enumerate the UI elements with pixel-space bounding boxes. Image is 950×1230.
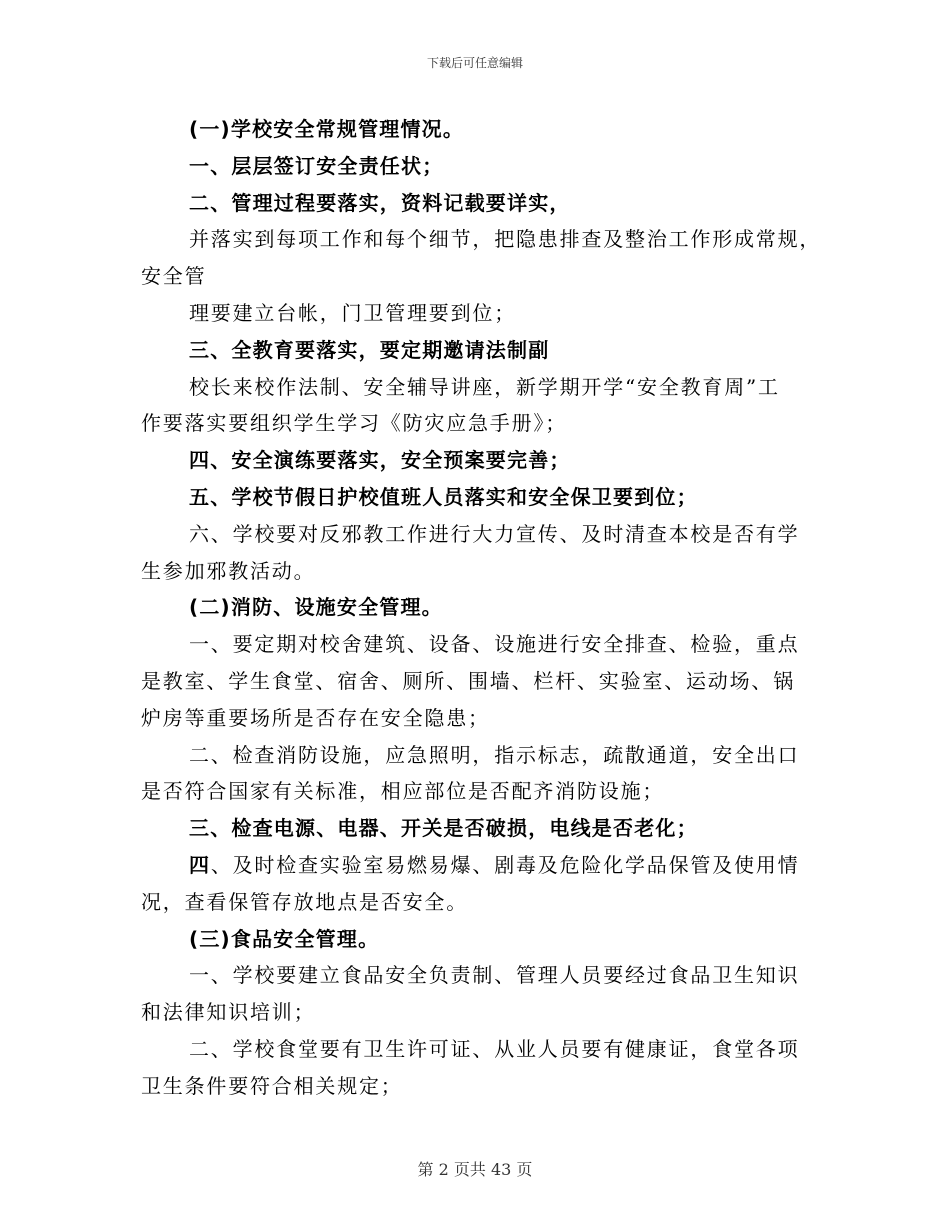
paragraph-line: 三、全教育要落实，要定期邀请法制副 <box>189 337 550 362</box>
paragraph-line: 卫生条件要符合相关规定； <box>141 1073 403 1098</box>
paragraph-line-rest: 、及时检查实验室易燃易爆、剧毒及危险化学品保管及使用情 <box>210 852 800 877</box>
paragraph-line: 一、层层签订安全责任状； <box>189 153 444 178</box>
page-number: 第 2 页共 43 页 <box>417 1160 533 1179</box>
paragraph-line: 炉房等重要场所是否存在安全隐患； <box>141 705 490 730</box>
paragraph-line: 是教室、学生食堂、宿舍、厕所、围墙、栏杆、实验室、运动场、锅 <box>141 668 795 693</box>
paragraph-line: 一、学校要建立食品安全负责制、管理人员要经过食品卫生知识 <box>189 963 800 988</box>
page-header-note: 下载后可任意编辑 <box>426 56 523 70</box>
paragraph-line: 况，查看保管存放地点是否安全。 <box>141 889 468 914</box>
paragraph-line: 作要落实要组织学生学习《防灾应急手册》； <box>141 411 567 436</box>
paragraph-line: 并落实到每项工作和每个细节，把隐患排查及整治工作形成常规， <box>189 227 822 252</box>
section-heading-3: (三)食品安全管理。 <box>189 926 380 951</box>
paragraph-line: 理要建立台帐，门卫管理要到位； <box>189 300 516 325</box>
paragraph-line: 校长来校作法制、安全辅导讲座，新学期开学“安全教育周”工 <box>189 374 780 399</box>
paragraph-line: 六、学校要对反邪教工作进行大力宣传、及时清查本校是否有学 <box>189 521 800 546</box>
section-heading-2: (二)消防、设施安全管理。 <box>189 595 443 620</box>
paragraph-line: 安全管 <box>141 264 207 289</box>
bold-prefix: 四 <box>189 852 211 877</box>
paragraph-line: 五、学校节假日护校值班人员落实和安全保卫要到位； <box>189 484 698 509</box>
paragraph-line: 三、检查电源、电器、开关是否破损，电线是否老化； <box>189 816 698 841</box>
paragraph-line: 二、检查消防设施，应急照明，指示标志，疏散通道，安全出口 <box>189 742 800 767</box>
document-body <box>141 111 822 1105</box>
section-heading-1: (一)学校安全常规管理情况。 <box>189 117 465 141</box>
paragraph-line: 生参加邪教活动。 <box>141 558 316 583</box>
paragraph-line: 是否符合国家有关标准，相应部位是否配齐消防设施； <box>141 779 665 804</box>
paragraph-line: 二、学校食堂要有卫生许可证、从业人员要有健康证，食堂各项 <box>189 1036 800 1061</box>
paragraph-line: 四、安全演练要落实，安全预案要完善； <box>189 448 571 473</box>
paragraph-line: 一、要定期对校舍建筑、设备、设施进行安全排查、检验，重点 <box>189 632 800 657</box>
paragraph-line <box>141 847 806 884</box>
paragraph-line: 和法律知识培训； <box>141 1000 316 1025</box>
paragraph-line: 二、管理过程要落实，资料记载要详实， <box>189 190 571 215</box>
